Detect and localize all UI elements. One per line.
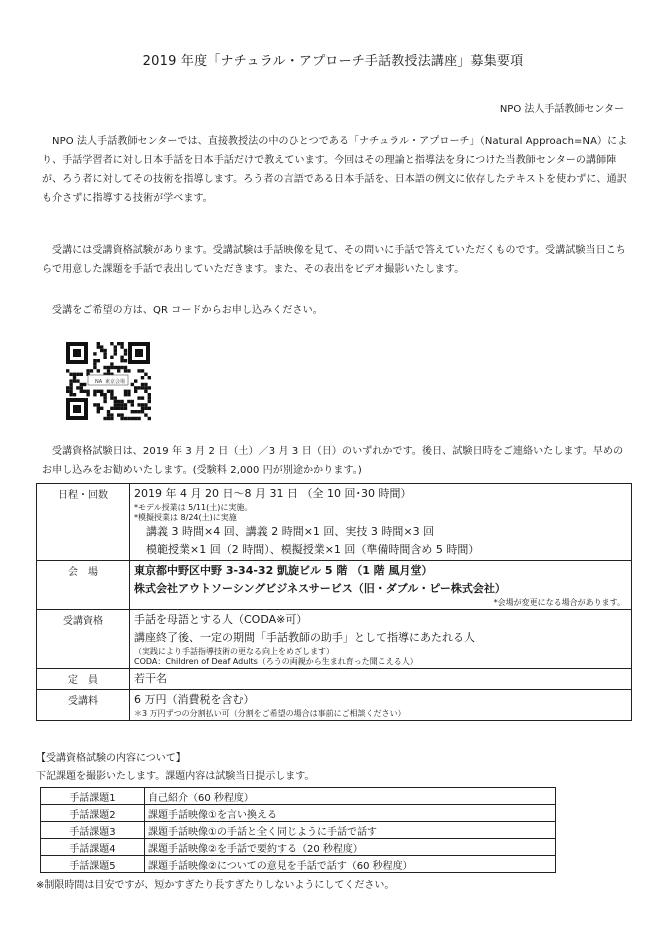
- task-label: 手話課題2: [41, 805, 145, 822]
- venue-company: 株式会社アウトソーシングビジネスサービス（旧・ダブル・ピー株式会社）: [134, 582, 506, 595]
- exam-task-table: [40, 787, 556, 873]
- schedule-line-2: 模範授業×1 回（2 時間）、模擬授業×1 回（準備時間含め 5 時間）: [146, 543, 480, 556]
- qualification-value: [130, 610, 632, 669]
- venue-row: [37, 561, 632, 610]
- exam-notice: [42, 442, 632, 480]
- capacity-row: [37, 669, 632, 690]
- task-label: 手話課題3: [41, 822, 145, 839]
- fee-row: [37, 690, 632, 721]
- exam-notice-text: 受講資格試験日は、2019 年 3 月 2 日（土）／3 月 3 日（日）のいずれかです。後日、試験日時をご連絡いたします。早めのお申し込みをお勧めいたします。(受験料 2,000 円が別途かかります。): [42, 446, 624, 476]
- qualification-label: 受講資格: [37, 610, 130, 669]
- table-row: [41, 805, 556, 822]
- fee-note: ＊3 万円ずつの分割払い可（分割をご希望の場合は事前にご相談ください）: [134, 709, 406, 718]
- page-title: 2019 年度「ナチュラル・アプローチ手話教授法講座」募集要項: [142, 54, 524, 69]
- qualification-note-1: （実践により手話指導技術の更なる向上をめざします）: [134, 647, 334, 656]
- intro-text-2: 受講には受講資格試験があります。受講試験は手話映像を見て、その問いに手話で答えていただくものです。受講試験当日こちらで用意した課題を手話で表出していただきます。また、その表出をビデオ撮影いたします。: [42, 245, 626, 275]
- intro-text-3: 受講をご希望の方は、QR コードからお申し込みください。: [52, 305, 323, 316]
- venue-note: *会場が変更になる場合があります。: [493, 598, 625, 607]
- venue-address: 東京都中野区中野 3-34-32 凱旋ビル 5 階 （1 階 風月堂）: [134, 564, 433, 577]
- schedule-label: 日程・回数: [37, 484, 130, 561]
- qr-venue-label: 東京会場: [105, 379, 126, 385]
- capacity-text: 若干名: [134, 672, 167, 685]
- task-content: 課題手話映像②を手話で要約する（20 秒程度）: [145, 839, 556, 856]
- schedule-line-1: 講義 3 時間×4 回、講義 2 時間×1 回、実技 3 時間×3 回: [146, 525, 435, 538]
- qualification-line-2: 講座終了後、一定の期間「手話教師の助手」として指導にあたれる人: [134, 631, 475, 644]
- schedule-note-1: *モデル授業は 5/11(土)に実施。: [134, 503, 253, 512]
- table-row: [41, 822, 556, 839]
- fee-value: [130, 690, 632, 721]
- task-content: 課題手話映像①を言い換える: [145, 805, 556, 822]
- task-content: 課題手話映像①の手話と全く同じように手話で話す: [145, 822, 556, 839]
- capacity-label: 定 員: [37, 669, 130, 690]
- venue-label: 会 場: [37, 561, 130, 610]
- qualification-line-1: 手話を母語とする人（CODA※可）: [134, 613, 308, 626]
- fee-label: 受講料: [37, 690, 130, 721]
- schedule-row: [37, 484, 632, 561]
- qualification-note-2: CODA：Children of Deaf Adults（ろうの両親から生まれ育った聞こえる人）: [134, 657, 418, 666]
- venue-value: [130, 561, 632, 610]
- fee-amount: 6 万円（消費税を含む）: [134, 693, 255, 706]
- task-label: 手話課題4: [41, 839, 145, 856]
- table-row: [41, 788, 556, 805]
- table-row: [41, 856, 556, 873]
- qr-corner-label: NA: [95, 379, 103, 385]
- qualification-row: [37, 610, 632, 669]
- task-label: 手話課題5: [41, 856, 145, 873]
- schedule-value: [130, 484, 632, 561]
- schedule-note-2: *模擬授業は 8/24(土)に実施: [134, 513, 237, 522]
- exam-footnote: ※制限時間は目安ですが、短かすぎたり長すぎたりしないようにしてください。: [36, 880, 395, 891]
- capacity-value: [130, 669, 632, 690]
- schedule-main: 2019 年 4 月 20 日～8 月 31 日 （全 10 回･30 時間）: [134, 487, 412, 500]
- intro-paragraph-1: [42, 132, 632, 208]
- intro-paragraph-2: [42, 241, 632, 279]
- organization-name: NPO 法人手話教師センター: [499, 104, 624, 115]
- intro-paragraph-3: [42, 301, 632, 320]
- course-info-table: [36, 483, 632, 721]
- intro-text-1: NPO 法人手話教師センターでは、直接教授法の中のひとつである「ナチュラル・アプローチ」（Natural Approach=NA）により、手話学習者に対し日本手話を日本手話だけで教えています。今回はその理論と指導法を身につけた当教師センターの講師陣が、ろう者に対してその技術を指導します。ろう者の言語である日本手話を、日本語の例文に依存したテキストを使わずに、通訳も介さずに指導する技術が学べます。: [42, 136, 628, 204]
- qr-code-icon[interactable]: [64, 340, 152, 422]
- table-row: [41, 839, 556, 856]
- task-content: 課題手話映像②についての意見を手話で話す（60 秒程度）: [145, 856, 556, 873]
- exam-section-heading: 【受講資格試験の内容について】: [36, 753, 186, 764]
- exam-section-description: 下記課題を撮影いたします。課題内容は試験当日提示します。: [36, 771, 315, 782]
- task-content: 自己紹介（60 秒程度）: [145, 788, 556, 805]
- task-label: 手話課題1: [41, 788, 145, 805]
